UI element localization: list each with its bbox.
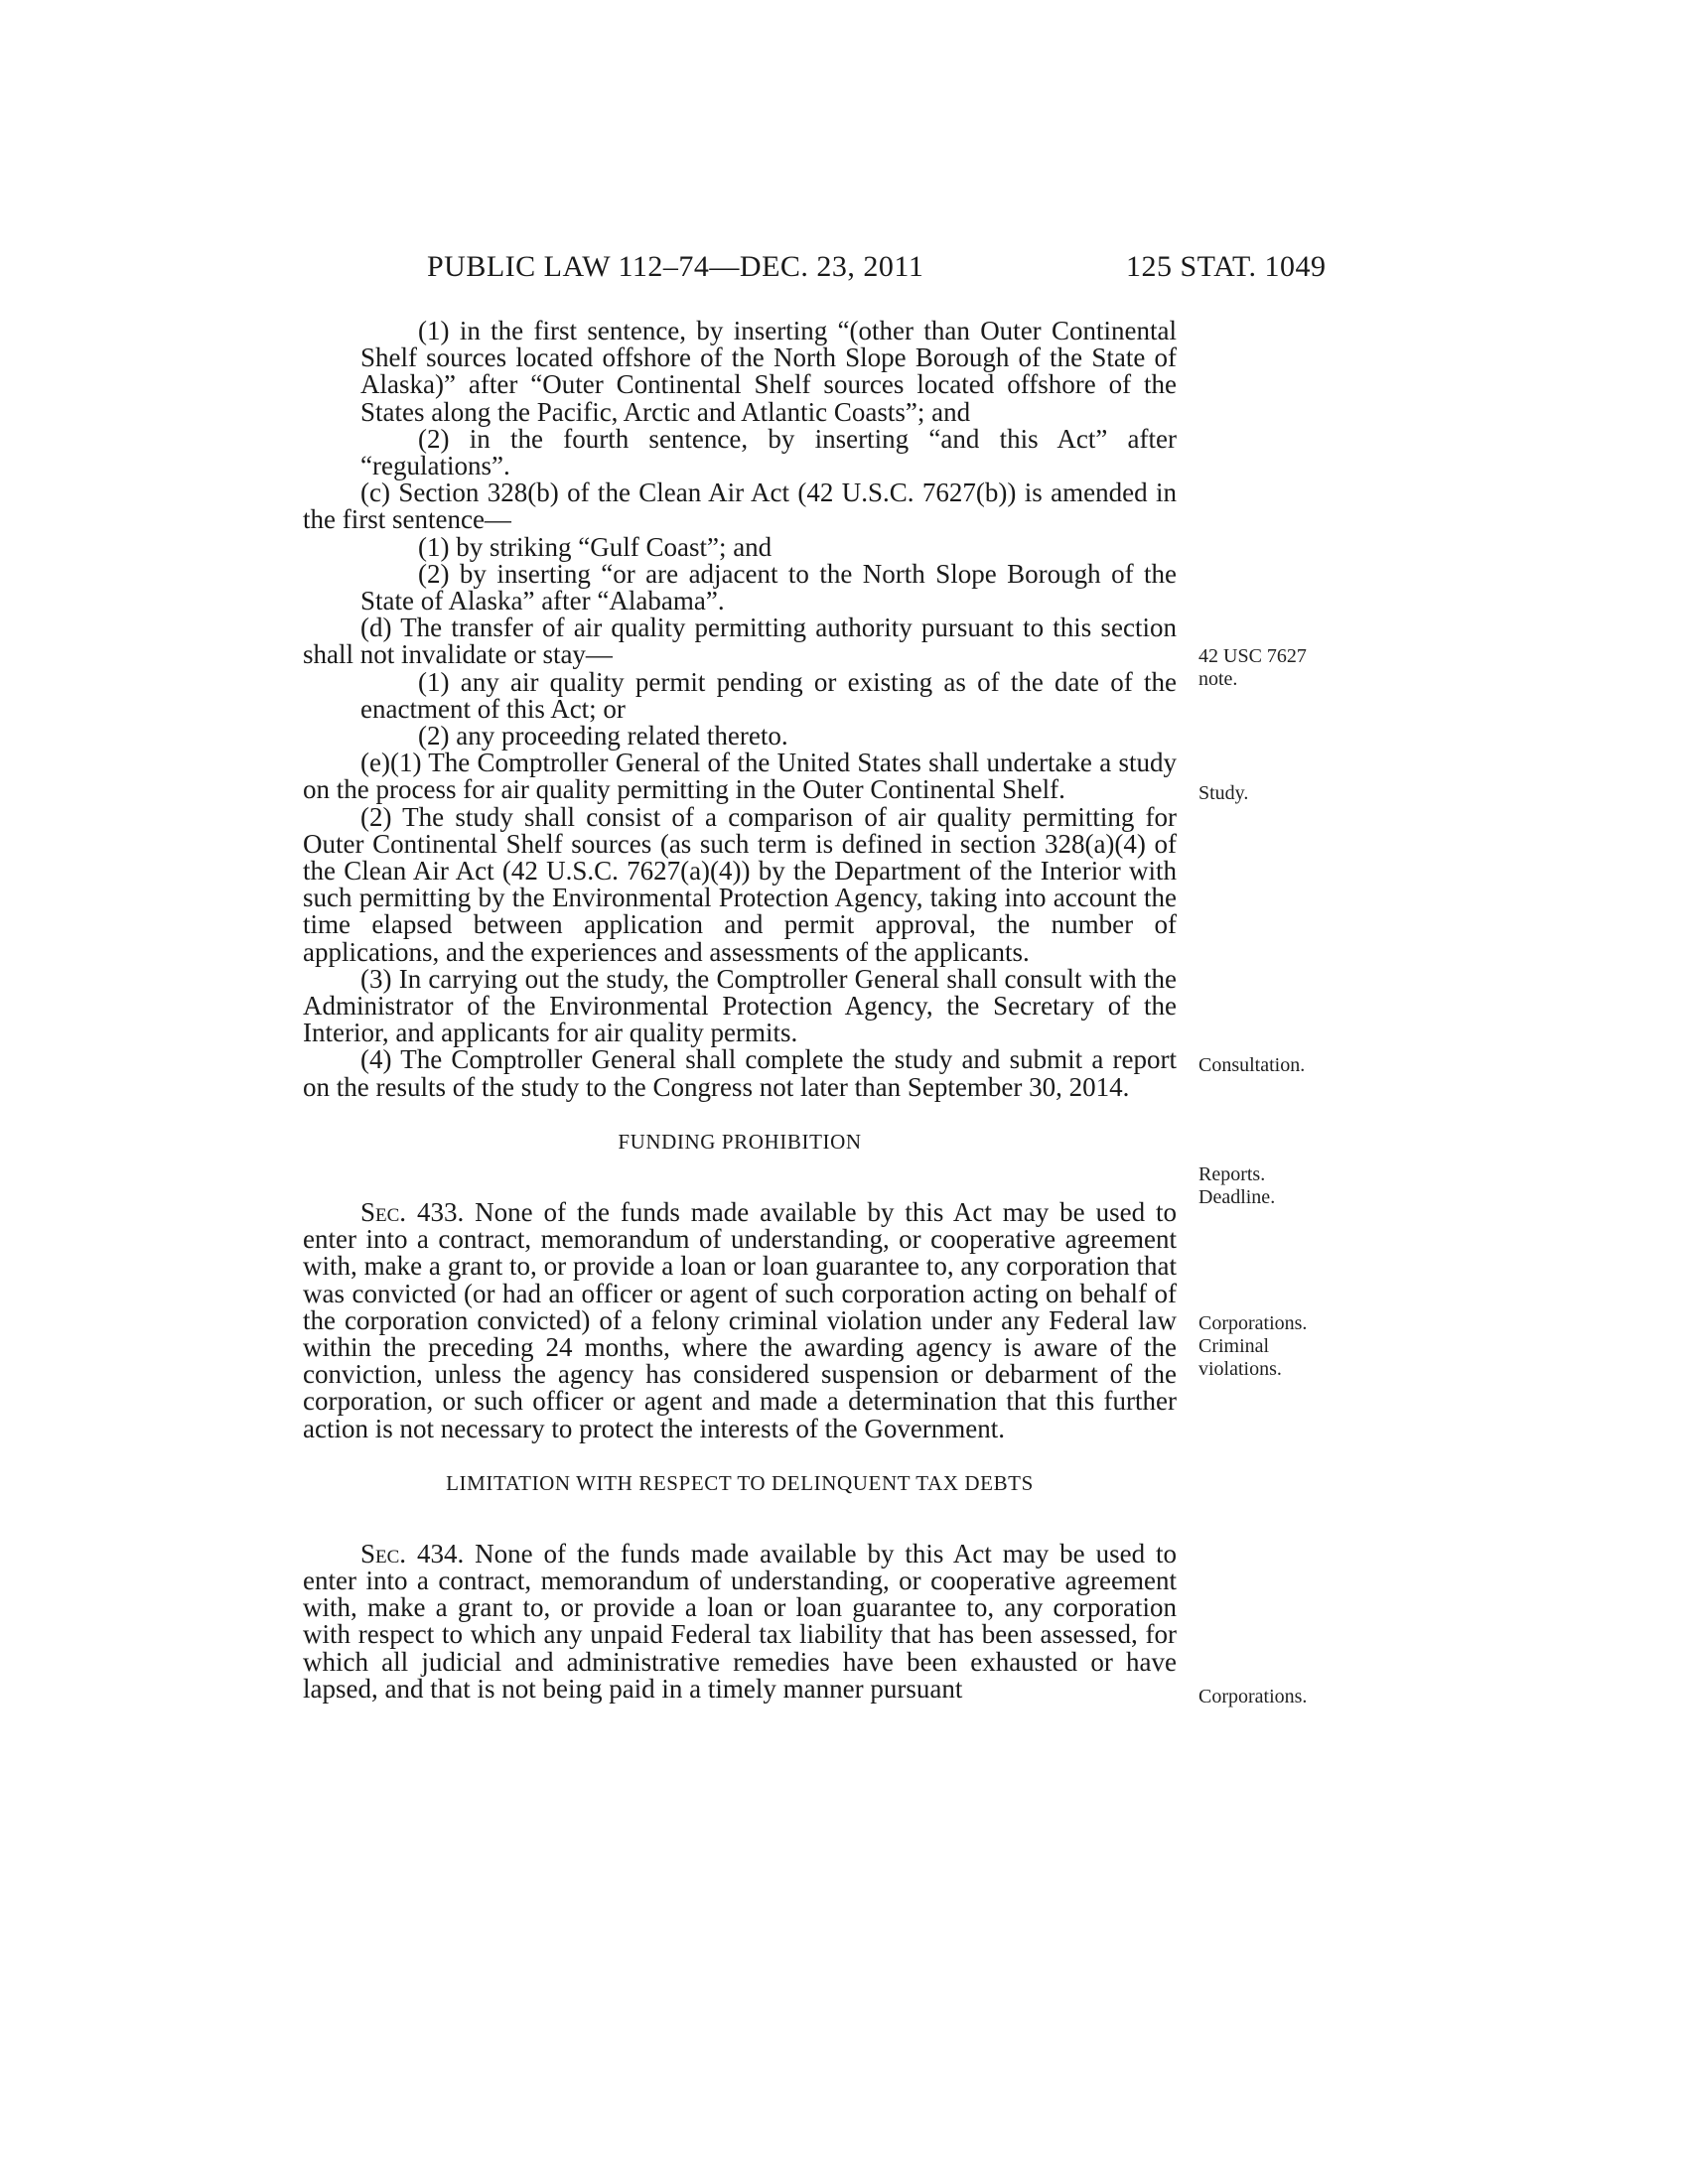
section-433 bbox=[303, 1196, 1177, 1443]
statute-body bbox=[303, 318, 1177, 1703]
margin-note-usc-line1: 42 USC 7627 bbox=[1198, 645, 1307, 667]
margin-note-reports-line: Reports. bbox=[1198, 1163, 1266, 1185]
section-433-text: None of the funds made available by this Act may be used to enter into a contract, memorandum of understanding, or cooperative agreement with, make a grant to, or provide a loan or loan guarantee to, any corporation that was convicted (or had an officer or agent of such corporation acting on behalf of the corporation convicted) of a felony criminal violation under any Federal law within the preceding 24 months, where the awarding agency is aware of the conviction, unless the agency has considered suspension or debarment of the corporation, or such officer or agent and made a determination that this further action is not necessary to protect the interests of the Government. bbox=[303, 1196, 1177, 1443]
section-heading-funding-prohibition: FUNDING PROHIBITION bbox=[618, 1129, 862, 1154]
margin-note-usc bbox=[1198, 645, 1307, 691]
section-433-label: Sec. 433. bbox=[360, 1196, 465, 1227]
section-434-label: Sec. 434. bbox=[360, 1538, 465, 1569]
para-c-2: (2) by inserting “or are adjacent to the North Slope Borough of the State of Alaska” after “Alabama”. bbox=[360, 558, 1177, 616]
section-heading-delinquent-tax: LIMITATION WITH RESPECT TO DELINQUENT TAX DEBTS bbox=[446, 1470, 1034, 1495]
para-d: (d) The transfer of air quality permitting authority pursuant to this section shall not invalidate or stay— bbox=[303, 613, 1177, 670]
para-e-2: (2) The study shall consist of a comparison of air quality permitting for Outer Continental Shelf sources (as such term is defined in section 328(a)(4) of the Clean Air Act (42 U.S.C. 7627(a)(4)) by the Department of the Interior with such permitting by the Environmental Protection Agency, taking into account the time elapsed between application and permit approval, the number of applications, and the experiences and assessments of the applicants. bbox=[303, 801, 1177, 967]
para-c-1: (1) by striking “Gulf Coast”; and bbox=[418, 531, 773, 562]
margin-note-violations-line: violations. bbox=[1198, 1358, 1282, 1380]
para-c: (c) Section 328(b) of the Clean Air Act (42 U.S.C. 7627(b)) is amended in the first sentence— bbox=[303, 478, 1177, 535]
margin-note-corporations-434: Corporations. bbox=[1198, 1686, 1308, 1707]
para-d-1: (1) any air quality permit pending or existing as of the date of the enactment of this Act; or bbox=[360, 666, 1177, 724]
para-c1-1: (1) in the first sentence, by inserting “(other than Outer Continental Shelf sources located offshore of the North Slope Borough of the State of Alaska)” after “Outer Continental Shelf sources located offshore of the States along the Pacific, Arctic and Atlantic Coasts”; and bbox=[360, 316, 1177, 427]
running-header-title: PUBLIC LAW 112–74—DEC. 23, 2011 bbox=[427, 250, 924, 283]
margin-note-deadline-line: Deadline. bbox=[1198, 1186, 1276, 1208]
margin-note-criminal-line: Criminal bbox=[1198, 1335, 1270, 1357]
margin-note-corporations-line: Corporations. bbox=[1198, 1312, 1308, 1334]
para-e-4: (4) The Comptroller General shall complete the study and submit a report on the results of the study to the Congress not later than September 30, 2014. bbox=[303, 1044, 1177, 1102]
section-434-text: None of the funds made available by this Act may be used to enter into a contract, memorandum of understanding, or cooperative agreement with, make a grant to, or provide a loan or loan guarantee to, any corporation with respect to which any unpaid Federal tax liability that has been assessed, for which all judicial and administrative remedies have been exhausted or have lapsed, and that is not being paid in a timely manner pursuant bbox=[303, 1538, 1177, 1704]
margin-note-consultation: Consultation. bbox=[1198, 1054, 1306, 1076]
para-e-3: (3) In carrying out the study, the Comptroller General shall consult with the Administrator of the Environmental Protection Agency, the Secretary of the Interior, and applicants for air quality permits. bbox=[303, 963, 1177, 1048]
margin-note-study: Study. bbox=[1198, 782, 1249, 804]
section-434 bbox=[303, 1538, 1177, 1704]
para-d-2: (2) any proceeding related thereto. bbox=[418, 721, 788, 751]
margin-note-reports bbox=[1198, 1163, 1275, 1209]
margin-note-usc-line2: note. bbox=[1198, 668, 1238, 690]
margin-note-corporations-criminal bbox=[1198, 1312, 1307, 1381]
para-e-1: (e)(1) The Comptroller General of the United States shall undertake a study on the process for air quality permitting in the Outer Continental Shelf. bbox=[303, 748, 1177, 805]
para-c1-2: (2) in the fourth sentence, by inserting “and this Act” after “regulations”. bbox=[360, 423, 1177, 481]
running-header-page: 125 STAT. 1049 bbox=[1126, 250, 1327, 283]
